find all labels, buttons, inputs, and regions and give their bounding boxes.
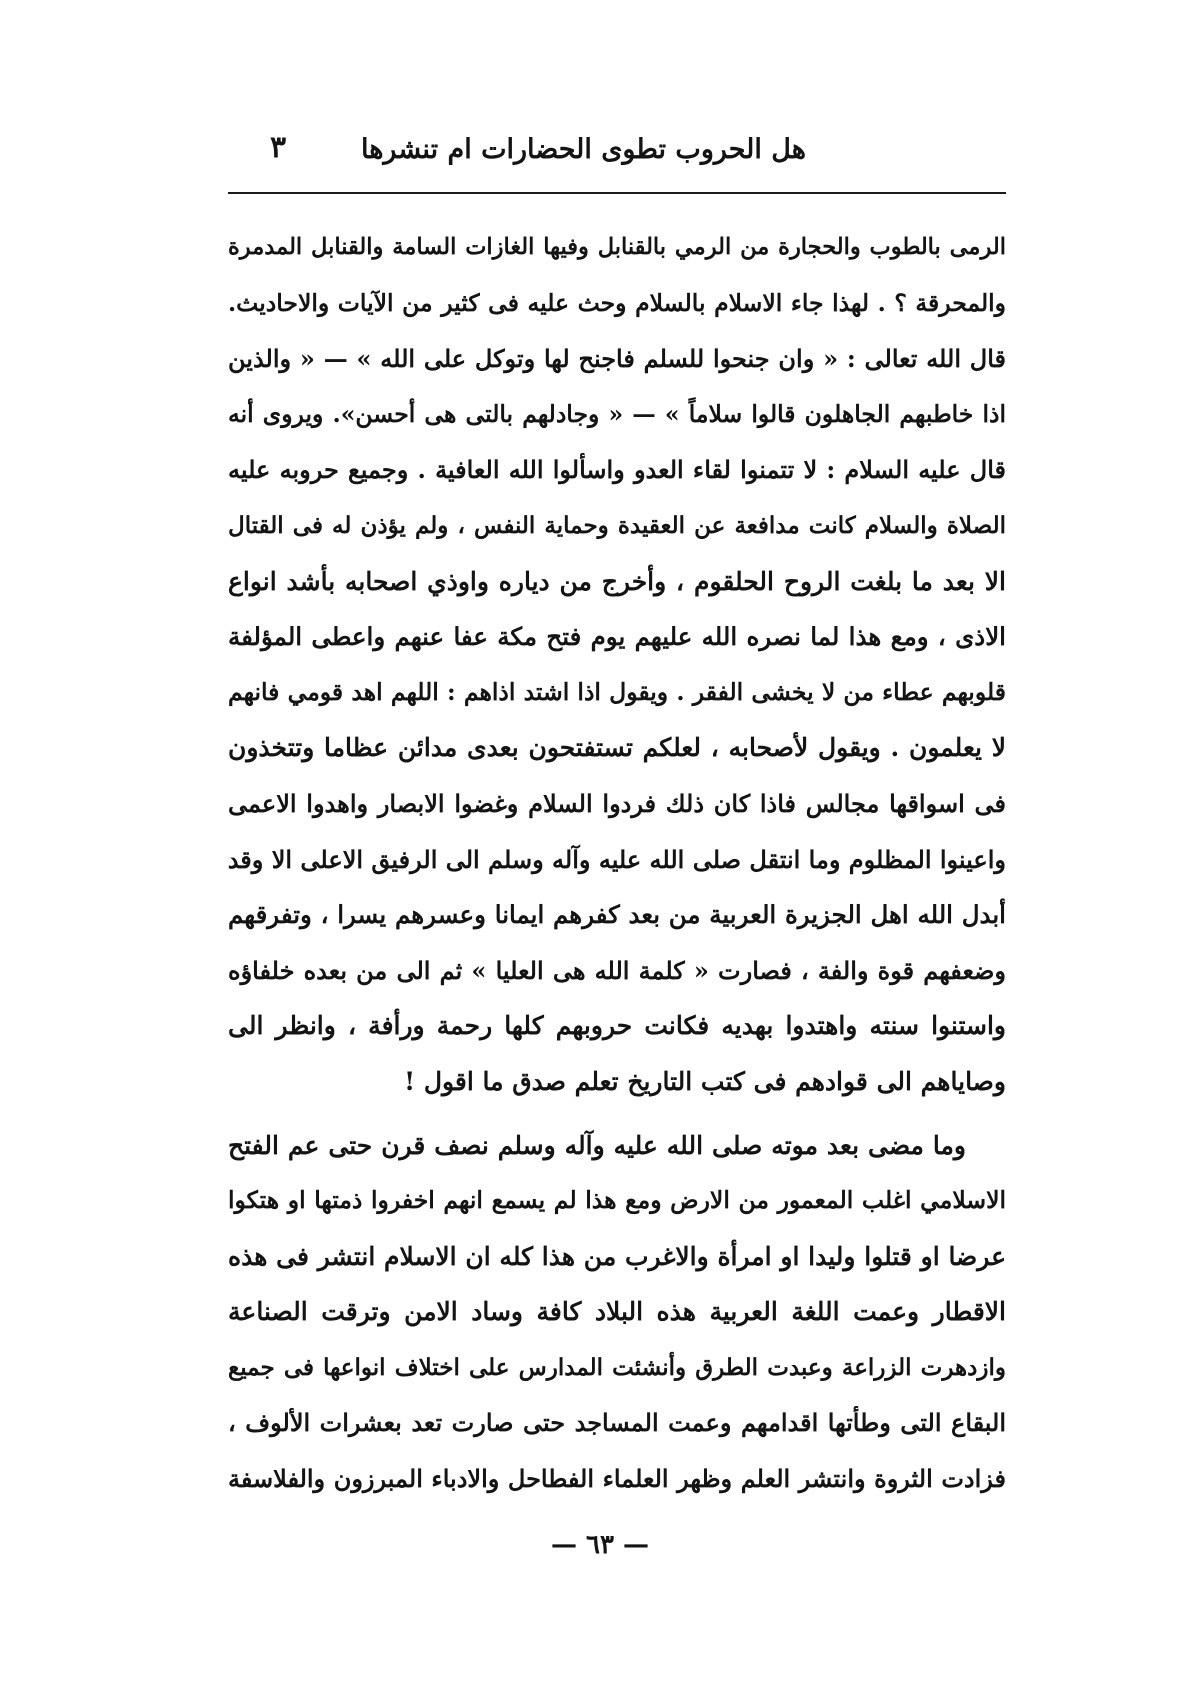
paragraph-1 <box>228 220 1006 1110</box>
text-line: واستنوا سنته واهتدوا بهديه فكانت حروبهم كلها رحمة ورأفة ، وانظر الى <box>228 1011 1006 1041</box>
header-rule <box>228 192 1006 194</box>
text-line: وازدهرت الزراعة وعبدت الطرق وأنشئت المدارس على اختلاف انواعها فى جميع <box>228 1353 1006 1381</box>
text-line: الاذى ، ومع هذا لما نصره الله عليهم يوم فتح مكة عفا عنهم واعطى المؤلفة <box>228 622 1006 652</box>
page-footer <box>0 1530 1200 1560</box>
text-line: واعينوا المظلوم وما انتقل صلى الله عليه وآله وسلم الى الرفيق الاعلى الا وقد <box>228 844 1006 874</box>
text-line: وضعفهم قوة والفة ، فصارت « كلمة الله هى العليا » ثم الى من بعده خلفاؤه <box>228 955 1006 985</box>
text-line: الاسلامي اغلب المعمور من الارض ومع هذا لم يسمع انهم اخفروا ذمتها او هتكوا <box>228 1186 1006 1215</box>
text-line: الرمى بالطوب والحجارة من الرمي بالقنابل وفيها الغازات السامة والقنابل المدمرة <box>228 234 1006 260</box>
text-line: والمحرقة ؟ . لهذا جاء الاسلام بالسلام وحث عليه فى كثير من الآيات والاحاديث. <box>228 288 1006 317</box>
text-line: وصاياهم الى قوادهم فى كتب التاريخ تعلم صدق ما اقول ! <box>404 1066 1006 1096</box>
text-line: قال عليه السلام : لا تتمنوا لقاء العدو واسألوا الله العافية . وجميع حروبه عليه <box>228 455 1006 485</box>
header-page-number: ٣ <box>270 130 287 165</box>
text-line: لا يعلمون . ويقول لأصحابه ، لعلكم تستفتحون بعدى مدائن عظاما وتتخذون <box>228 733 1006 763</box>
text-line: اذا خاطبهم الجاهلون قالوا سلاماً » — « وجادلهم بالتى هى أحسن». ويروى أنه <box>228 399 1006 428</box>
text-line: أبدل الله اهل الجزيرة العربية من بعد كفرهم ايمانا وعسرهم يسرا ، وتفرقهم <box>228 900 1006 930</box>
text-line: وما مضى بعد موته صلى الله عليه وآله وسلم نصف قرن حتى عم الفتح <box>228 1130 966 1160</box>
paragraph-2 <box>228 1118 1006 1507</box>
running-title: هل الحروب تطوى الحضارات ام تنشرها <box>360 134 806 165</box>
text-line: الاقطار وعمت اللغة العربية هذه البلاد كافة وساد الامن وترقت الصناعة <box>228 1297 1006 1327</box>
text-line: البقاع التى وطأتها اقدامهم وعمت المساجد حتى صارت تعد بعشرات الألوف ، <box>228 1408 1006 1438</box>
text-line: فزادت الثروة وانتشر العلم وظهر العلماء الفطاحل والادباء المبرزون والفلاسفة <box>228 1464 1006 1494</box>
paragraph-gap <box>228 1110 1006 1118</box>
running-header <box>228 128 806 178</box>
text-line: قال الله تعالى : « وان جنحوا للسلم فاجنح لها وتوكل على الله » — « والذين <box>228 344 1006 374</box>
footer-page-number: — ٦٣ — <box>550 1530 650 1560</box>
text-line: قلوبهم عطاء من لا يخشى الفقر . ويقول اذا اشتد اذاهم : اللهم اهد قومي فانهم <box>228 677 1006 706</box>
text-line: عرضا او قتلوا وليدا او امرأة والاغرب من هذا كله ان الاسلام انتشر فى هذه <box>228 1241 1006 1271</box>
text-line: الصلاة والسلام كانت مدافعة عن العقيدة وحماية النفس ، ولم يؤذن له فى القتال <box>228 511 1006 539</box>
text-line: الا بعد ما بلغت الروح الحلقوم ، وأخرج من دياره واوذي اصحابه بأشد انواع <box>228 566 1006 596</box>
text-line: فى اسواقها مجالس فاذا كان ذلك فردوا السلام وغضوا الابصار واهدوا الاعمى <box>228 788 1006 818</box>
body-text <box>228 220 1006 1507</box>
